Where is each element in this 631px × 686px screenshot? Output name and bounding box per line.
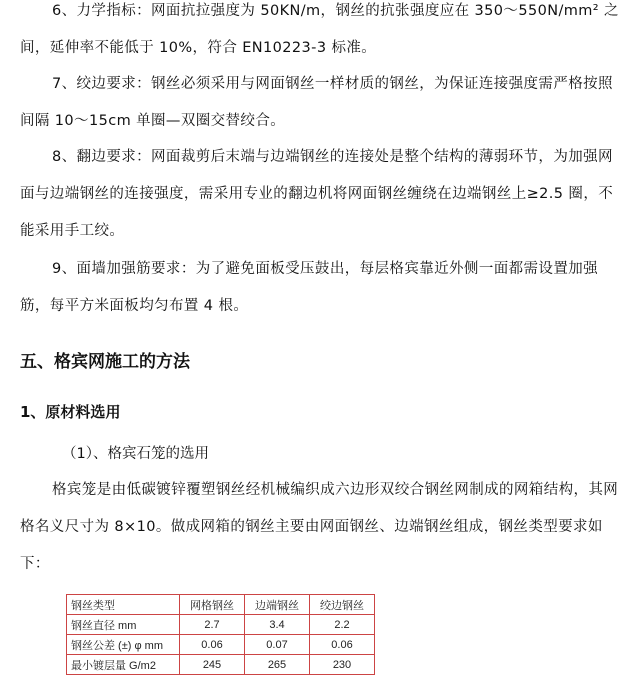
table-cell: 0.06 <box>180 635 245 655</box>
table-cell: 3.4 <box>245 615 310 635</box>
table-cell: 0.06 <box>310 635 375 655</box>
table-row <box>67 635 375 655</box>
wire-spec-table <box>66 594 375 675</box>
table-header-cell: 绞边钢丝 <box>310 595 375 615</box>
item-8 <box>20 139 626 250</box>
table-row-label: 钢丝公差 (±) φ mm <box>67 635 180 655</box>
table-row <box>67 655 375 675</box>
table-header-cell: 网格钢丝 <box>180 595 245 615</box>
section-title: 五、格宾网施工的方法 <box>20 352 190 372</box>
item-6-text: 6、力学指标：网面抗拉强度为 50KN/m，钢丝的抗张强度应在 350～550N/mm² 之间，延伸率不能低于 10%，符合 EN10223-3 标准。 <box>20 3 619 56</box>
sub-item-title: （1）、格宾石笼的选用 <box>62 446 209 462</box>
item-9 <box>20 251 626 325</box>
item-9-text: 9、面墙加强筋要求：为了避免面板受压鼓出，每层格宾靠近外侧一面都需设置加强筋，每平方米面板均匀布置 4 根。 <box>20 261 599 314</box>
table-header-row <box>67 595 375 615</box>
item-7 <box>20 66 626 140</box>
item-6 <box>20 0 626 67</box>
table-row-label: 最小镀层量 G/m2 <box>67 655 180 675</box>
table-cell: 245 <box>180 655 245 675</box>
table-row <box>67 615 375 635</box>
table-cell: 2.2 <box>310 615 375 635</box>
item-7-text: 7、绞边要求：钢丝必须采用与网面钢丝一样材质的钢丝，为保证连接强度需严格按照间隔 10～15cm 单圈—双圈交替绞合。 <box>20 76 613 129</box>
table-header-cell: 钢丝类型 <box>67 595 180 615</box>
table-row-label: 钢丝直径 mm <box>67 615 180 635</box>
table-header-cell: 边端钢丝 <box>245 595 310 615</box>
table-cell: 2.7 <box>180 615 245 635</box>
body-paragraph-text: 格宾笼是由低碳镀锌覆塑钢丝经机械编织成六边形双绞合钢丝网制成的网箱结构，其网格名义尺寸为 8×10。做成网箱的钢丝主要由网面钢丝、边端钢丝组成，钢丝类型要求如下： <box>20 482 619 572</box>
item-8-text: 8、翻边要求：网面裁剪后末端与边端钢丝的连接处是整个结构的薄弱环节，为加强网面与边端钢丝的连接强度，需采用专业的翻边机将网面钢丝缠绕在边端钢丝上≥2.5 圈，不能采用手工绞。 <box>20 149 614 239</box>
table-cell: 265 <box>245 655 310 675</box>
table-cell: 230 <box>310 655 375 675</box>
body-paragraph <box>20 472 626 583</box>
subsection-title: 1、原材料选用 <box>20 403 121 421</box>
table-cell: 0.07 <box>245 635 310 655</box>
